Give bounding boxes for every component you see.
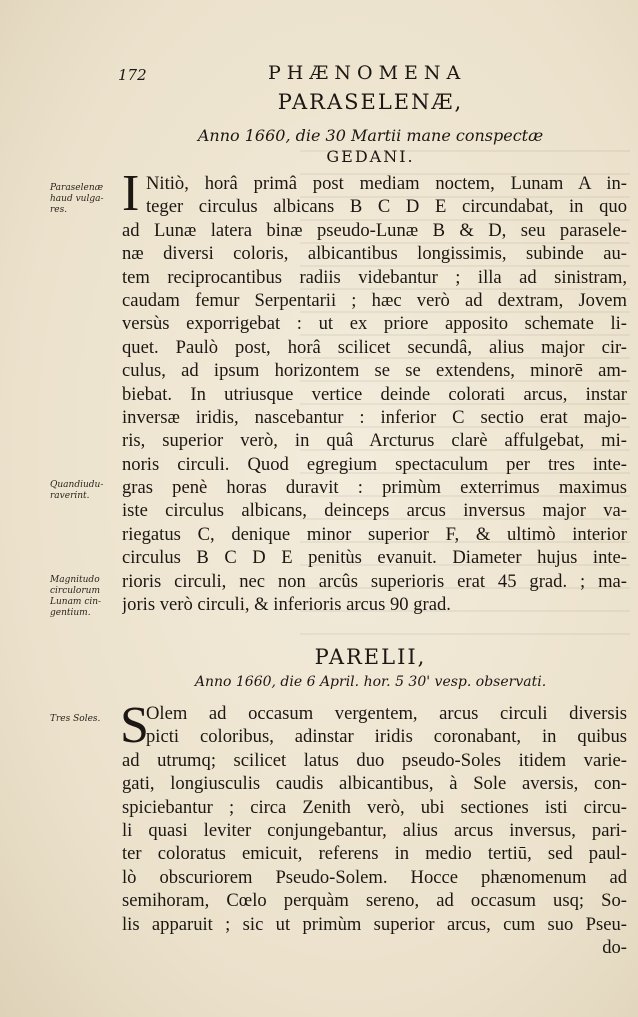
- text-line: iste circulus albicans, deinceps arcus inversus major va-: [122, 500, 627, 522]
- text-line: ris, superior verò, in quâ Arcturus clarè affulgebat, mi-: [122, 430, 627, 452]
- text-line: versùs exporrigebat : ut ex priore apposito schemate li-: [122, 313, 627, 335]
- text-line: circulus B C D E penitùs evanuit. Diameter hujus inte-: [122, 547, 627, 569]
- margin-note-line: gentium.: [50, 608, 91, 618]
- text-line: lò obscuriorem Pseudo-Solem. Hocce phænomenum ad: [122, 866, 627, 888]
- margin-note-line: Quandiudu-: [50, 480, 104, 490]
- drop-cap-s: S: [120, 697, 149, 754]
- text-line: Nitiò, horâ primâ post mediam noctem, Lunam A in-: [146, 173, 627, 194]
- drop-cap-i: I: [122, 165, 140, 222]
- margin-note-line: circulorum: [50, 586, 100, 596]
- text-line: lis apparuit ; sic ut primùm superior arcus, cum suo Pseu-: [122, 913, 627, 935]
- text-line: joris verò circuli, & inferioris arcus 90 grad.: [122, 594, 451, 616]
- margin-note-line: Magnitudo: [50, 575, 100, 585]
- text-line: Olem ad occasum vergentem, arcus circuli diversis: [146, 703, 627, 724]
- text-line: gras penè horas duravit : primùm exterrimus maximus: [122, 477, 627, 499]
- margin-note-1: [50, 183, 118, 216]
- margin-note-line: Paraselenæ: [50, 183, 104, 193]
- text-line: spiciebantur ; circa Zenith verò, ubi sectiones isti circu-: [122, 796, 627, 818]
- section-title-parelii: PARELII,: [314, 645, 427, 669]
- body-text-parelii: [120, 697, 627, 959]
- margin-note-line: raverint.: [50, 491, 90, 501]
- text-line: ad utrumq; scilicet latus duo pseudo-Soles itidem varie-: [122, 749, 627, 771]
- text-line: rioris circuli, nec non arcûs superioris erat 45 grad. ; ma-: [122, 570, 627, 592]
- page-number: 172: [118, 66, 147, 84]
- text-line: teger circulus albicans B C D E circundabat, in quo: [146, 196, 627, 218]
- catchword-line: do-: [602, 936, 627, 958]
- text-line: ad Lunæ latera binæ pseudo-Lunæ B & D, seu parasele-: [122, 219, 627, 241]
- text-line: tem reciprocantibus radiis videbantur ; illa ad sinistram,: [122, 266, 627, 288]
- text-line: caudam femur Serpentarii ; hæc verò ad dextram, Jovem: [122, 289, 627, 311]
- margin-note-2: [50, 480, 118, 502]
- text-line: biebat. In utriusque vertice deinde colorati arcus, instar: [122, 383, 627, 405]
- text-line: ter coloratus emicuit, referens in medio tertiū, sed paul-: [122, 843, 627, 865]
- margin-note-3: [50, 575, 118, 619]
- subtitle-place: GEDANI.: [326, 147, 415, 166]
- subtitle-date-2: Anno 1660, die 6 April. hor. 5 30' vesp. observati.: [194, 674, 547, 690]
- margin-note-line: Tres Soles.: [50, 714, 101, 724]
- text-line: semihoram, Cœlo perquàm sereno, ad occasum usq; So-: [122, 890, 627, 912]
- margin-note-line: haud vulga-: [50, 194, 104, 204]
- body-text-paraselenae: [122, 172, 627, 616]
- text-line: picti coloribus, adinstar iridis coronabant, in quibus: [146, 726, 627, 748]
- margin-note-4: [50, 714, 118, 725]
- text-line: culus, ad ipsum horizontem se se extendens, minorē am-: [122, 360, 627, 382]
- text-line: quet. Paulò post, horâ scilicet secundâ, alius major cir-: [122, 336, 627, 358]
- margin-note-line: Lunam cin-: [50, 597, 102, 607]
- text-line: noris circuli. Quod egregium spectaculum per tres inte-: [122, 453, 627, 475]
- margin-note-line: res.: [50, 205, 68, 215]
- running-head: [118, 62, 618, 86]
- subtitle-date-1: Anno 1660, die 30 Martii mane conspectæ: [197, 126, 544, 145]
- text-line: riegatus C, denique minor superior F, & ultimò interior: [122, 523, 627, 545]
- text-line: li quasi leviter conjungebantur, alius arcus inversus, pari-: [122, 819, 627, 841]
- text-line: næ diversi coloris, albicantibus longissimis, subinde au-: [122, 243, 627, 265]
- text-line: inversæ iridis, nascebantur : inferior C sectio erat majo-: [122, 406, 627, 428]
- section-title-paraselenae: PARASELENÆ,: [277, 90, 464, 114]
- text-line: gati, longiusculis caudis albicantibus, à Sole aversis, con-: [122, 773, 627, 795]
- header-title: PHÆNOMENA: [268, 62, 467, 84]
